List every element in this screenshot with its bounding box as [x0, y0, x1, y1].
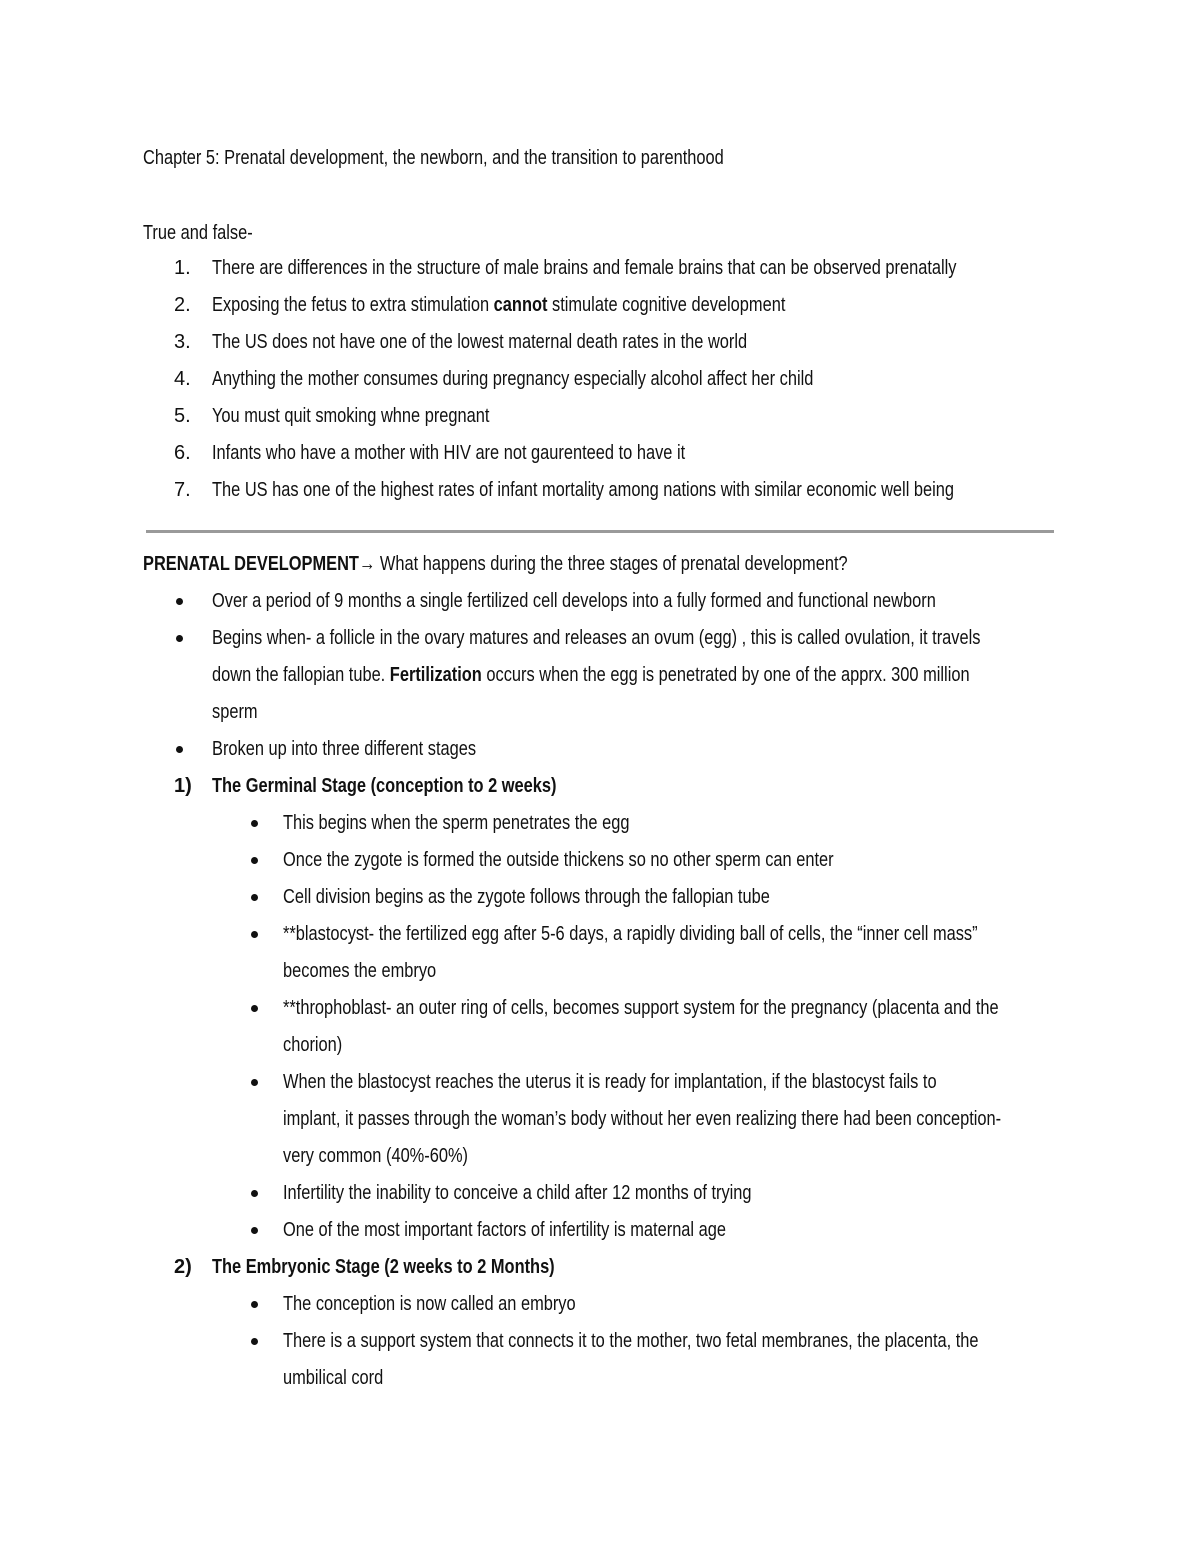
document-page: Chapter 5: Prenatal development, the newborn, and the transition to parenthood True and false- 1. There are differences in the structure of male brains and female brains that can be observed prenatally 2. Exposing the fetus to extra stimulation cannot stimulate cognitive development 3. The US does not have one of the lowest maternal death rates in the world 4. Anything the mother consumes during pregnancy especially alcohol affect her child 5. You must quit smoking whne pregnant 6. Infants who have a mother with HIV are not gaurenteed to have it 7. The US has one of the highest rates of infant mortality among nations with similar economic well being PRENATAL DEVELOPMENT→ What happens during the three stages of prenatal development? Over a period of 9 months a single fertilized cell develops into a fully formed and functional newborn Begins when- a follicle in the ovary matures and releases an ovum (egg) , this is called ovulation, it travels down the fallopian tube. Fertilization occurs when the egg is penetrated by one of the apprx. 300 million sperm Broken up into three different stages 1) The Germinal Stage (conception to 2 weeks) This begins when the sperm penetrates the egg Once the zygote is formed the outside thickens so no other sperm can enter Cell division begins as the zygote follows through the fallopian tube **blastocyst- the fertilized egg after 5-6 days, a rapidly dividing ball of cells, the “inner cell mass” becomes the embryo **throphoblast- an outer ring of cells, becomes support system for the pregnancy (placenta and the chorion) When the blastocyst reaches the uterus it is ready for implantation, if the blastocyst fails to implant, it passes through the woman’s body without her even realizing there had been conception- very common (40%-60%) Infertility the inability to conceive a child after 12 months of trying One of the most important factors of infertility is maternal age 2) The Embryonic Stage (2 weeks to 2 Months) The conception is now called an embryo There is a support system that connects it to the mother, two fetal membranes, the placenta, the umbilical cord: [0, 0, 1200, 1553]
emphasis-text: Fertilization: [389, 664, 482, 686]
bullet-icon: [176, 598, 183, 605]
arrow-icon: →: [358, 553, 376, 575]
section-heading: PRENATAL DEVELOPMENT→ What happens during the three stages of prenatal development?: [143, 553, 848, 575]
bullet-icon: [251, 1190, 258, 1197]
stage-title: The Germinal Stage (conception to 2 weeks): [212, 775, 557, 797]
bullet-icon: [251, 1301, 258, 1308]
emphasis-text: cannot: [493, 294, 548, 316]
bullet-icon: [251, 820, 258, 827]
bullet-icon: [251, 894, 258, 901]
page-title: Chapter 5: Prenatal development, the newborn, and the transition to parenthood: [143, 147, 724, 169]
bullet-icon: [176, 635, 183, 642]
stage-title: The Embryonic Stage (2 weeks to 2 Months): [212, 1256, 555, 1278]
bullet-icon: [251, 1005, 258, 1012]
bullet-icon: [251, 1227, 258, 1234]
horizontal-divider: [146, 530, 1054, 533]
bullet-icon: [251, 1338, 258, 1345]
bullet-icon: [251, 857, 258, 864]
bullet-icon: [251, 931, 258, 938]
true-false-heading: True and false-: [143, 222, 253, 244]
bullet-icon: [176, 746, 183, 753]
bullet-icon: [251, 1079, 258, 1086]
